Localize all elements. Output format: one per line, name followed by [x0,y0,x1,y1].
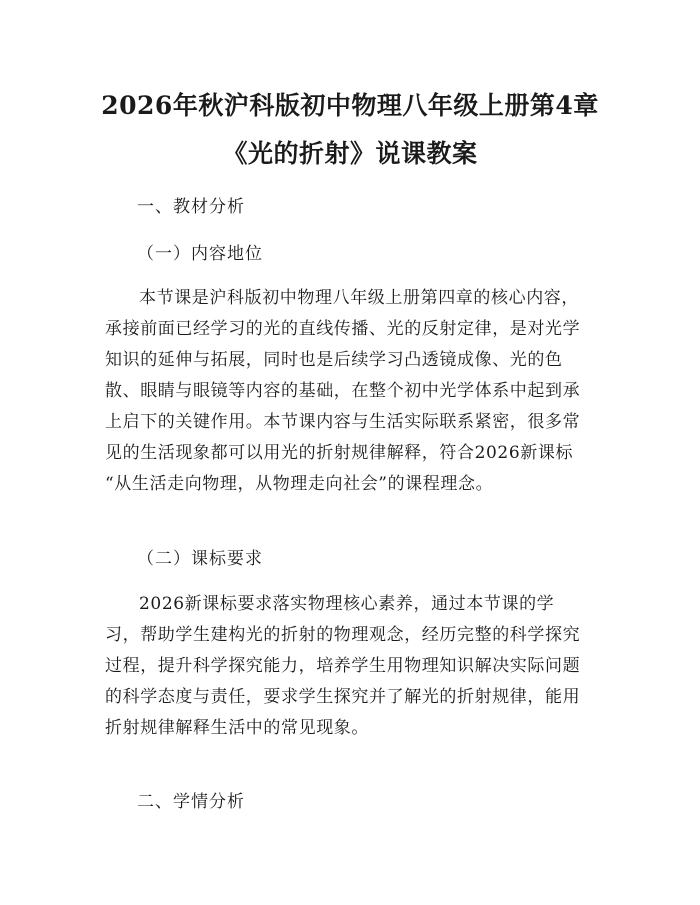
paragraph-line: 折射规律解释生活中的常见现象。 [105,718,369,738]
paragraph-line: 知识的延伸与拓展，同时也是后续学习凸透镜成像、光的色 [105,350,563,370]
paragraph-line: 见的生活现象都可以用光的折射规律解释，符合2026新课标 [105,443,574,463]
paragraph-line: 习，帮助学生建构光的折射的物理观念，经历完整的科学探究 [105,625,581,645]
paragraph-line: 承接前面已经学习的光的直线传播、光的反射定律，是对光学 [105,319,581,339]
paragraph-line: “从生活走向物理，从物理走向社会”的课程理念。 [105,474,494,494]
paragraph-line: 的科学态度与责任，要求学生探究并了解光的折射规律，能用 [105,687,581,707]
paragraph-line: 过程，提升科学探究能力，培养学生用物理知识解决实际问题 [105,656,581,676]
document-title-line-1: 2026年秋沪科版初中物理八年级上册第4章 [101,91,599,120]
section-heading-student-analysis: 二、学情分析 [137,792,245,812]
subsection-heading-curriculum-requirements: （二）课标要求 [137,549,263,569]
paragraph-line: 上启下的关键作用。本节课内容与生活实际联系紧密，很多常 [105,412,581,432]
paragraph-content-position [105,283,605,500]
section-heading-textbook-analysis: 一、教材分析 [137,197,245,217]
subsection-heading-content-position: （一）内容地位 [137,244,263,264]
paragraph-curriculum-requirements [105,589,605,744]
paragraph-line: 散、眼睛与眼镜等内容的基础，在整个初中光学体系中起到承 [105,381,581,401]
paragraph-line: 2026新课标要求落实物理核心素养，通过本节课的学 [139,594,555,614]
document-title-line-2: 《光的折射》说课教案 [222,139,478,168]
paragraph-line: 本节课是沪科版初中物理八年级上册第四章的核心内容， [139,288,579,308]
